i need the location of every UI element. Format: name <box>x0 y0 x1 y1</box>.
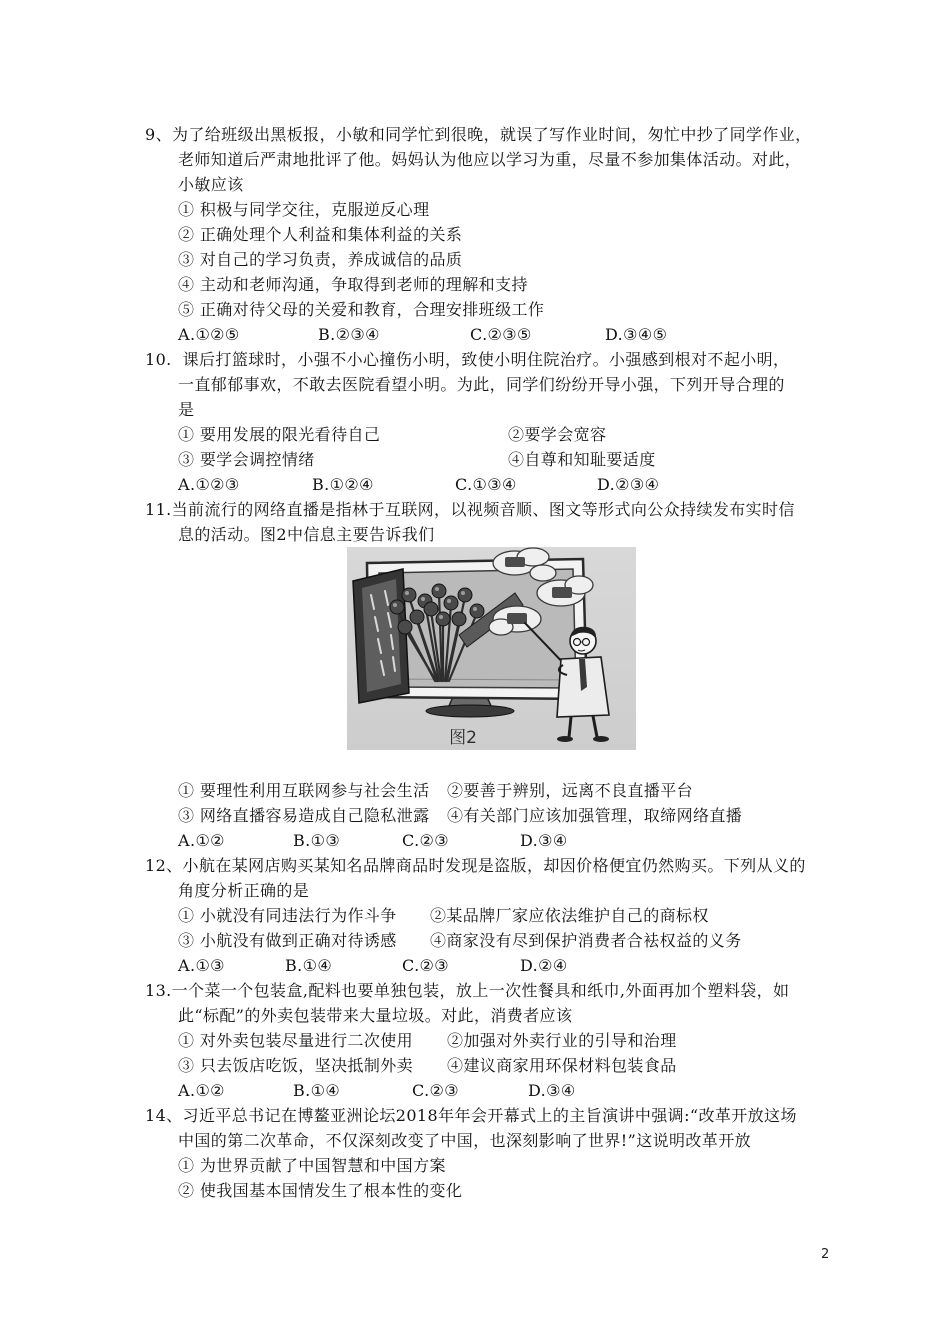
q10-stem-line <box>0 347 950 372</box>
banner <box>353 569 409 703</box>
q12-option-row <box>0 928 950 953</box>
q9-stem-text: 9、为了给班级出黑板报，小敏和同学忙到很晚，就误了写作业时间，匆忙中抄了同学作业， <box>145 125 812 144</box>
q11-option-4: ④有关部门应该加强管理，取缔网络直播 <box>447 806 743 825</box>
q11-option-row <box>0 778 950 803</box>
q13-option-row <box>0 1028 950 1053</box>
q10-stem-text: 一直郁郁事欢，不敢去医院看望小明。为此，同学们纷纷开导小强，下列开导合理的 <box>178 375 785 394</box>
q12-choice-c: C.②③ <box>402 956 450 975</box>
q13-stem-text: 此“标配”的外卖包装带来大量垃圾。对此，消费者应该 <box>178 1006 573 1025</box>
page-number: 2 <box>821 1247 830 1262</box>
q11-option-3: ③ 网络直播容易造成自己隐私泄露 <box>178 806 430 825</box>
q9-choice-a: A.①②⑤ <box>178 325 240 344</box>
q9-choice-b: B.②③④ <box>318 325 380 344</box>
q13-choice-b: B.①④ <box>293 1081 341 1100</box>
q13-choice-a: A.①② <box>178 1081 225 1100</box>
q10-option-1: ① 要用发展的限光看待自己 <box>178 425 381 444</box>
q9-choice-d: D.③④⑤ <box>605 325 668 344</box>
q10-choices <box>0 472 950 497</box>
q13-stem-line <box>0 1003 950 1028</box>
q11-choice-a: A.①② <box>178 831 225 850</box>
q11-option-row <box>0 803 950 828</box>
q12-stem-text: 角度分析正确的是 <box>178 881 310 900</box>
q9-stem-line <box>0 147 950 172</box>
q10-option-4: ④自尊和知耻要适度 <box>508 450 656 469</box>
q10-option-3: ③ 要学会调控情绪 <box>178 450 315 469</box>
q14-stem-line <box>0 1128 950 1153</box>
q9-option <box>0 247 950 272</box>
q11-stem-text: 11.当前流行的网络直播是指林于互联网，以视频音顺、图文等形式向公众持续发布实时信 <box>145 500 795 519</box>
q14-stem-line <box>0 1103 950 1128</box>
q13-stem-line <box>0 978 950 1003</box>
q13-choice-c: C.②③ <box>412 1081 460 1100</box>
q12-choice-a: A.①③ <box>178 956 225 975</box>
q10-option-row <box>0 422 950 447</box>
q13-option-4: ④建议商家用环保材料包装食品 <box>447 1056 677 1075</box>
q14-option-2: ② 使我国基本国情发生了根本性的变化 <box>178 1181 463 1200</box>
q9-option <box>0 297 950 322</box>
q13-option-row <box>0 1053 950 1078</box>
q11-choice-c: C.②③ <box>402 831 450 850</box>
q14-stem-text: 14、习近平总书记在博鳌亚洲论坛2018年年会开幕式上的主旨演讲中强调:“改革开放这场 <box>145 1106 797 1125</box>
q9-option <box>0 272 950 297</box>
q12-option-row <box>0 903 950 928</box>
q11-stem-line <box>0 497 950 522</box>
q14-option <box>0 1153 950 1178</box>
exam-page-content <box>0 122 950 1203</box>
q13-choices <box>0 1078 950 1103</box>
q12-choice-b: B.①④ <box>285 956 333 975</box>
q13-stem-text: 13.一个菜一个包装盒,配料也要单独包装，放上一次性餐具和纸巾,外面再加个塑料袋，如 <box>145 981 790 1000</box>
q12-option-2: ②某品牌厂家应依法维护自己的商标权 <box>430 906 709 925</box>
q10-choice-c: C.①③④ <box>455 475 517 494</box>
q13-option-2: ②加强对外卖行业的引导和治理 <box>447 1031 677 1050</box>
q12-stem-line <box>0 853 950 878</box>
q9-option <box>0 197 950 222</box>
figure-2 <box>0 547 950 778</box>
q9-option-2: ② 正确处理个人利益和集体利益的关系 <box>178 225 463 244</box>
q9-option-4: ④ 主动和老师沟通，争取得到老师的理解和支持 <box>178 275 528 294</box>
q9-option-1: ① 积极与同学交往，克服逆反心理 <box>178 200 430 219</box>
q12-stem-text: 12、小航在某网店购买某知名品牌商品时发现是盗版，却因价格便宜仍然购买。下列从义的 <box>145 856 806 875</box>
q9-stem-line <box>0 122 950 147</box>
q13-option-1: ① 对外卖包装尽量进行二次使用 <box>178 1031 414 1050</box>
q11-option-2: ②要善于辨别，远离不良直播平台 <box>447 781 694 800</box>
figure-caption: 图2 <box>449 728 477 748</box>
q9-stem-text: 老师知道后严肃地批评了他。妈妈认为他应以学习为重，尽量不参加集体活动。对此， <box>178 150 802 169</box>
q10-choice-d: D.②③④ <box>597 475 660 494</box>
q13-option-3: ③ 只去饭店吃饭，坚决抵制外卖 <box>178 1056 414 1075</box>
q9-stem-text: 小敏应该 <box>178 175 244 194</box>
q9-choices <box>0 322 950 347</box>
q10-stem-text: 是 <box>178 400 195 419</box>
q12-option-4: ④商家没有尽到保护消费者合袪权益的义务 <box>430 931 742 950</box>
q12-option-1: ① 小就没有同违法行为作斗争 <box>178 906 397 925</box>
q10-choice-b: B.①②④ <box>312 475 374 494</box>
q12-choice-d: D.②④ <box>520 956 568 975</box>
q9-choice-c: C.②③⑤ <box>470 325 532 344</box>
q11-choice-d: D.③④ <box>520 831 568 850</box>
q13-choice-d: D.③④ <box>528 1081 576 1100</box>
q14-option-1: ① 为世界贡献了中国智慧和中国方案 <box>178 1156 446 1175</box>
q9-option <box>0 222 950 247</box>
q14-option <box>0 1178 950 1203</box>
q12-stem-line <box>0 878 950 903</box>
q10-stem-line <box>0 372 950 397</box>
q11-choice-b: B.①③ <box>293 831 341 850</box>
q11-option-1: ① 要理性利用互联网参与社会生活 <box>178 781 430 800</box>
q10-option-row <box>0 447 950 472</box>
q10-stem-line <box>0 397 950 422</box>
q9-option-5: ⑤ 正确对待父母的关爱和教育，合理安排班级工作 <box>178 300 545 319</box>
q11-stem-text: 息的活动。图2中信息主要告诉我们 <box>178 525 435 544</box>
q14-stem-text: 中国的第二次革命，不仅深刻改变了中国，也深刻影响了世界!”这说明改革开放 <box>178 1131 752 1150</box>
q12-option-3: ③ 小航没有做到正确对待诱感 <box>178 931 397 950</box>
q9-option-3: ③ 对自己的学习负责，养成诚信的品质 <box>178 250 463 269</box>
q10-stem-text: 10. 课后打篮球时，小强不小心撞伤小明，致使小明住院治疗。小强感到根对不起小明， <box>145 350 790 369</box>
q12-choices <box>0 953 950 978</box>
q10-choice-a: A.①②③ <box>178 475 240 494</box>
figure-2-cartoon <box>347 547 636 750</box>
q11-choices <box>0 828 950 853</box>
q11-stem-line <box>0 522 950 547</box>
q9-stem-line <box>0 172 950 197</box>
q10-option-2: ②要学会宽容 <box>508 425 607 444</box>
